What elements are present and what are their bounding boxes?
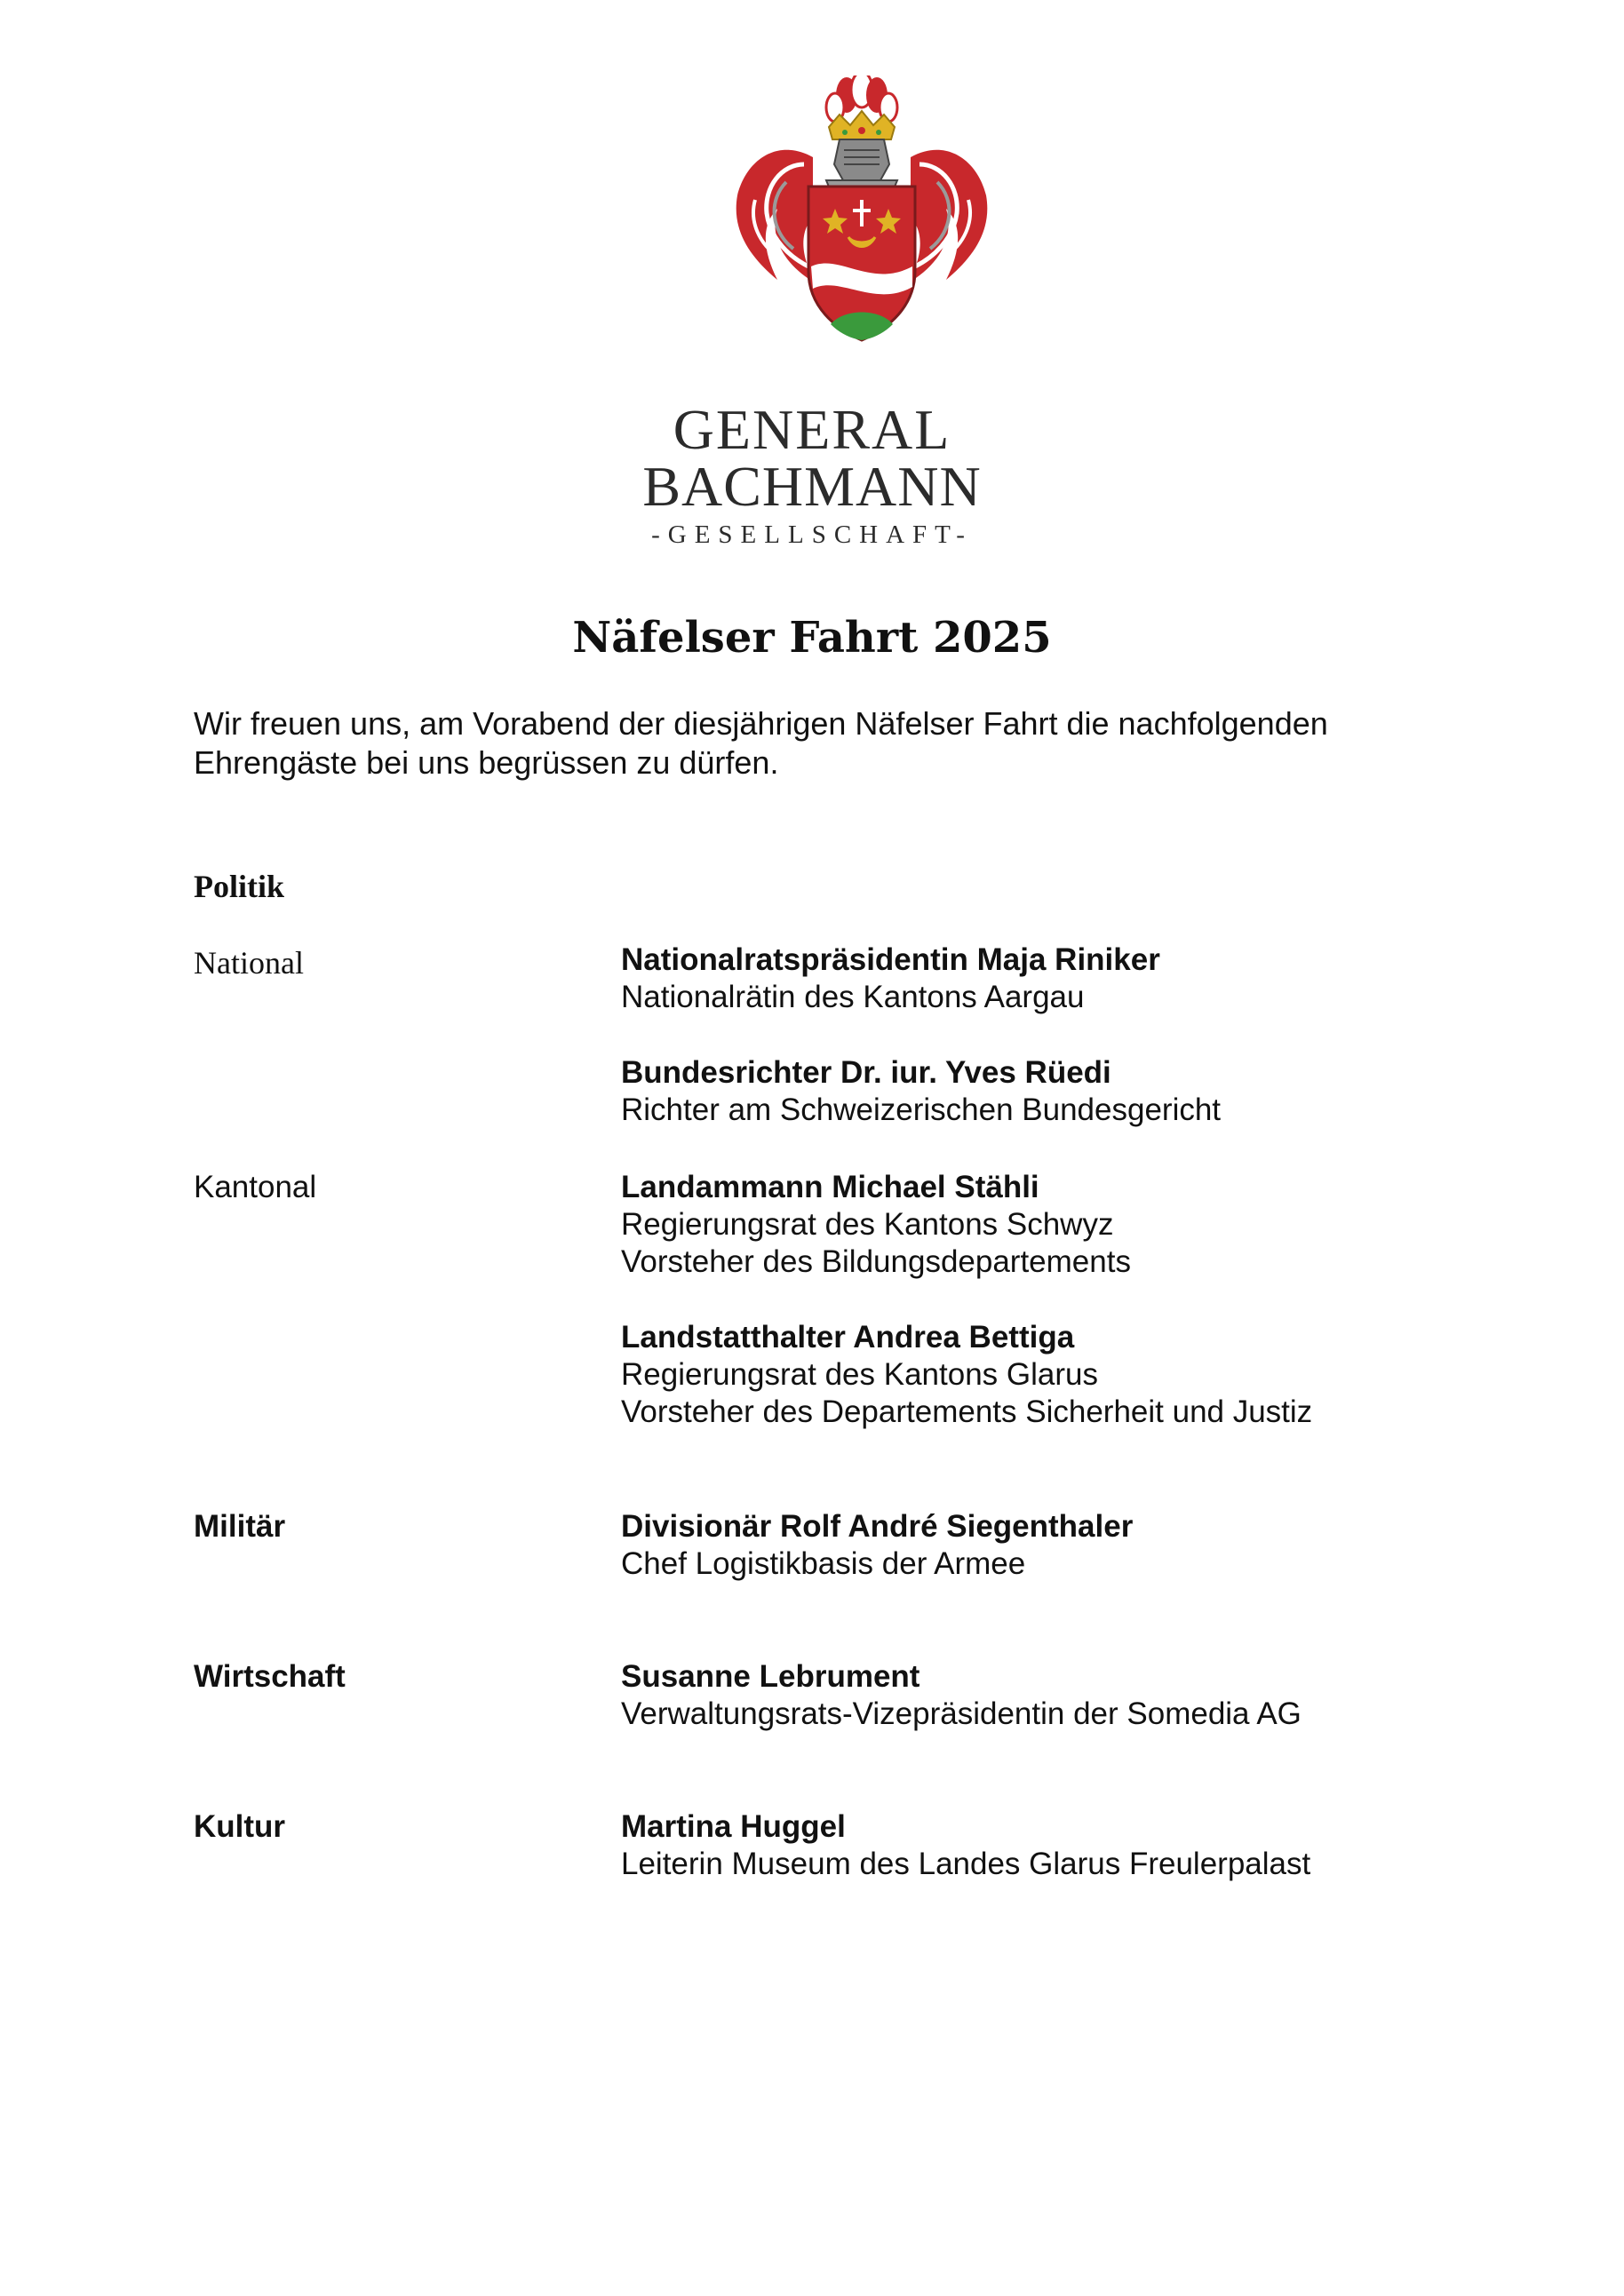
guest-name: Susanne Lebrument bbox=[621, 1659, 920, 1694]
category-label-national: National bbox=[194, 945, 304, 981]
guest-entry bbox=[621, 1808, 1527, 1883]
coat-of-arms-icon bbox=[715, 75, 1008, 351]
guest-role: Leiterin Museum des Landes Glarus Freulerpalast bbox=[621, 1847, 1311, 1881]
section-heading-politik: Politik bbox=[194, 869, 285, 904]
section-label-militaer: Militär bbox=[194, 1509, 286, 1544]
guest-entry bbox=[621, 1169, 1527, 1281]
section-label-wirtschaft: Wirtschaft bbox=[194, 1659, 346, 1694]
guest-name: Divisionär Rolf André Siegenthaler bbox=[621, 1509, 1134, 1544]
org-name-line1: GENERAL bbox=[673, 398, 951, 461]
guest-role: Regierungsrat des Kantons Schwyz bbox=[621, 1207, 1114, 1242]
category-label-kantonal: Kantonal bbox=[194, 1170, 317, 1204]
intro-line: Wir freuen uns, am Vorabend der diesjährigen Näfelser Fahrt die nachfolgenden bbox=[194, 705, 1328, 742]
guest-role: Regierungsrat des Kantons Glarus bbox=[621, 1357, 1098, 1392]
guest-entry bbox=[621, 1319, 1527, 1431]
guest-role: Vorsteher des Departements Sicherheit und Justiz bbox=[621, 1394, 1313, 1429]
guest-name: Landammann Michael Stähli bbox=[621, 1170, 1039, 1204]
guest-name: Landstatthalter Andrea Bettiga bbox=[621, 1320, 1075, 1355]
guest-entry bbox=[621, 1054, 1527, 1129]
guest-name: Martina Huggel bbox=[621, 1809, 846, 1844]
org-name-line3: -GESELLSCHAFT- bbox=[651, 520, 973, 549]
guest-name: Nationalratspräsidentin Maja Riniker bbox=[621, 942, 1160, 977]
guest-entry bbox=[621, 1508, 1527, 1583]
intro-line: Ehrengäste bei uns begrüssen zu dürfen. bbox=[194, 744, 779, 781]
guest-name: Bundesrichter Dr. iur. Yves Rüedi bbox=[621, 1055, 1111, 1090]
guest-role: Chef Logistikbasis der Armee bbox=[621, 1546, 1026, 1581]
section-label-kultur: Kultur bbox=[194, 1809, 286, 1844]
guest-role: Verwaltungsrats-Vizepräsidentin der Somedia AG bbox=[621, 1696, 1302, 1731]
guest-role: Richter am Schweizerischen Bundesgericht bbox=[621, 1092, 1222, 1127]
guest-entry bbox=[621, 941, 1527, 1016]
page-title: Näfelser Fahrt 2025 bbox=[572, 613, 1052, 663]
guest-entry bbox=[621, 1658, 1527, 1733]
guest-role: Nationalrätin des Kantons Aargau bbox=[621, 980, 1085, 1014]
guest-role: Vorsteher des Bildungsdepartements bbox=[621, 1244, 1131, 1279]
org-name-line2: BACHMANN bbox=[642, 455, 982, 518]
intro-text bbox=[194, 704, 1482, 783]
